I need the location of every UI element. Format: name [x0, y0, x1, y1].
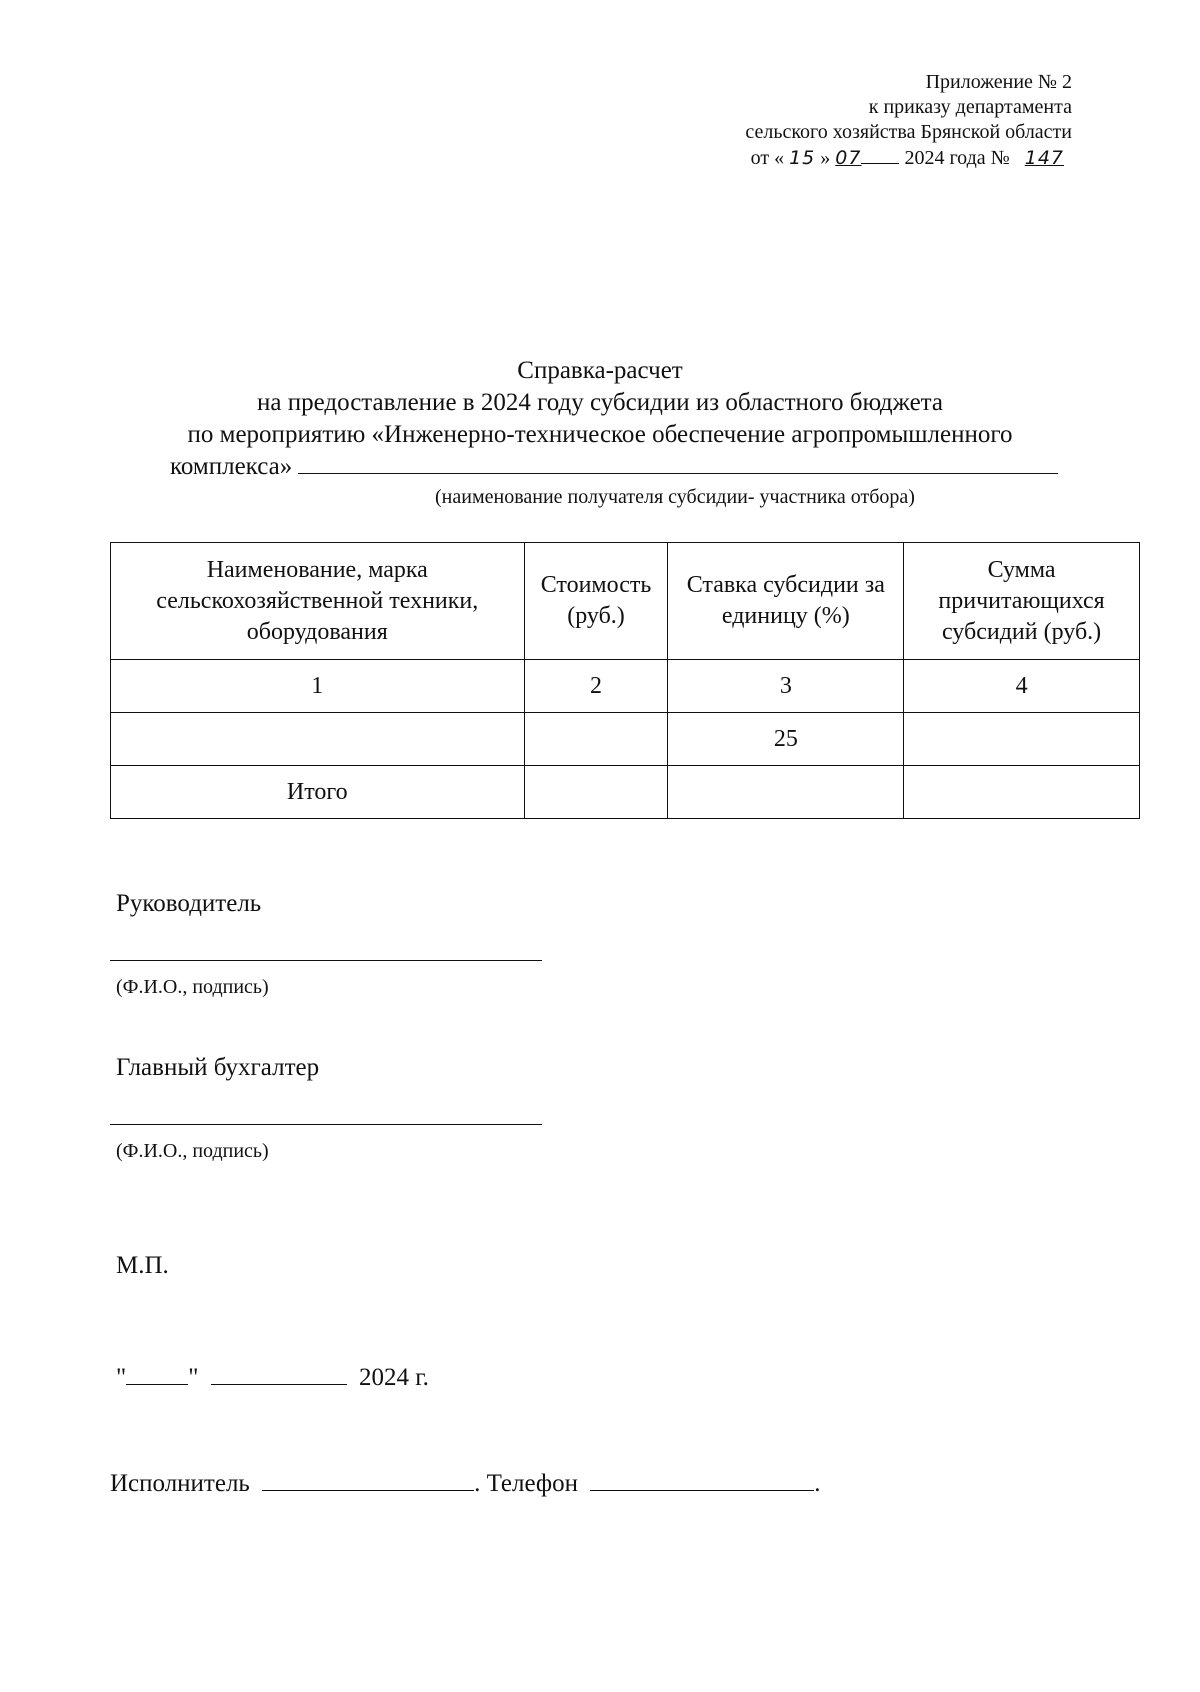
phone-label: . Телефон — [474, 1470, 578, 1497]
title-main: Справка-расчет — [517, 357, 683, 384]
executor-blank — [262, 1468, 474, 1491]
accountant-signature-line — [110, 1124, 542, 1125]
appendix-order-ref: к приказу департамента — [868, 96, 1072, 118]
col-header-sum: Сумма причитающихся субсидий (руб.) — [904, 543, 1140, 660]
date-line: " " 2024 г. — [116, 1364, 429, 1391]
stamp-place: М.П. — [116, 1252, 169, 1279]
date-day: 15 — [789, 147, 816, 169]
rate-value: 25 — [668, 713, 904, 766]
order-number: 147 — [1024, 147, 1064, 169]
date-year-label: 2024 г. — [358, 1364, 429, 1391]
executor-line: Исполнитель . Телефон . — [110, 1470, 821, 1497]
title-line3: по мероприятию «Инженерно-техническое обеспечение агропромышленного — [187, 421, 1013, 448]
recipient-caption: (наименование получателя субсидии- участника отбора) — [435, 486, 915, 508]
title-line4: комплекса» — [100, 451, 1100, 483]
head-label: Руководитель — [116, 890, 262, 917]
appendix-date-line: от « 15 » 07 2024 года № 147 — [552, 145, 1072, 171]
table-number-row: 1 2 3 4 — [111, 660, 1140, 713]
document-title — [100, 355, 1100, 509]
head-caption: (Ф.И.О., подпись) — [116, 976, 269, 998]
table-row — [111, 713, 1140, 766]
total-label: Итого — [111, 766, 525, 819]
appendix-header — [552, 70, 1072, 171]
appendix-department: сельского хозяйства Брянской области — [745, 121, 1072, 143]
subsidy-table — [110, 542, 1140, 819]
table-total-row — [111, 766, 1140, 819]
date-month: 07 — [835, 147, 862, 169]
title-line2: на предоставление в 2024 году субсидии из областного бюджета — [257, 389, 943, 416]
col-header-rate: Ставка субсидии за единицу (%) — [668, 543, 904, 660]
date-blank — [861, 145, 899, 164]
table-header-row — [111, 543, 1140, 660]
date-year: 2024 года № — [904, 147, 1010, 169]
recipient-blank — [298, 451, 1058, 474]
col-header-cost: Стоимость (руб.) — [524, 543, 668, 660]
phone-blank — [590, 1468, 814, 1491]
executor-label: Исполнитель — [110, 1470, 250, 1497]
accountant-label: Главный бухгалтер — [116, 1054, 320, 1081]
accountant-caption: (Ф.И.О., подпись) — [116, 1140, 269, 1162]
appendix-title: Приложение № 2 — [925, 71, 1072, 93]
col-header-name: Наименование, марка сельскохозяйственной техники, оборудования — [111, 543, 525, 660]
head-signature-line — [110, 960, 542, 961]
